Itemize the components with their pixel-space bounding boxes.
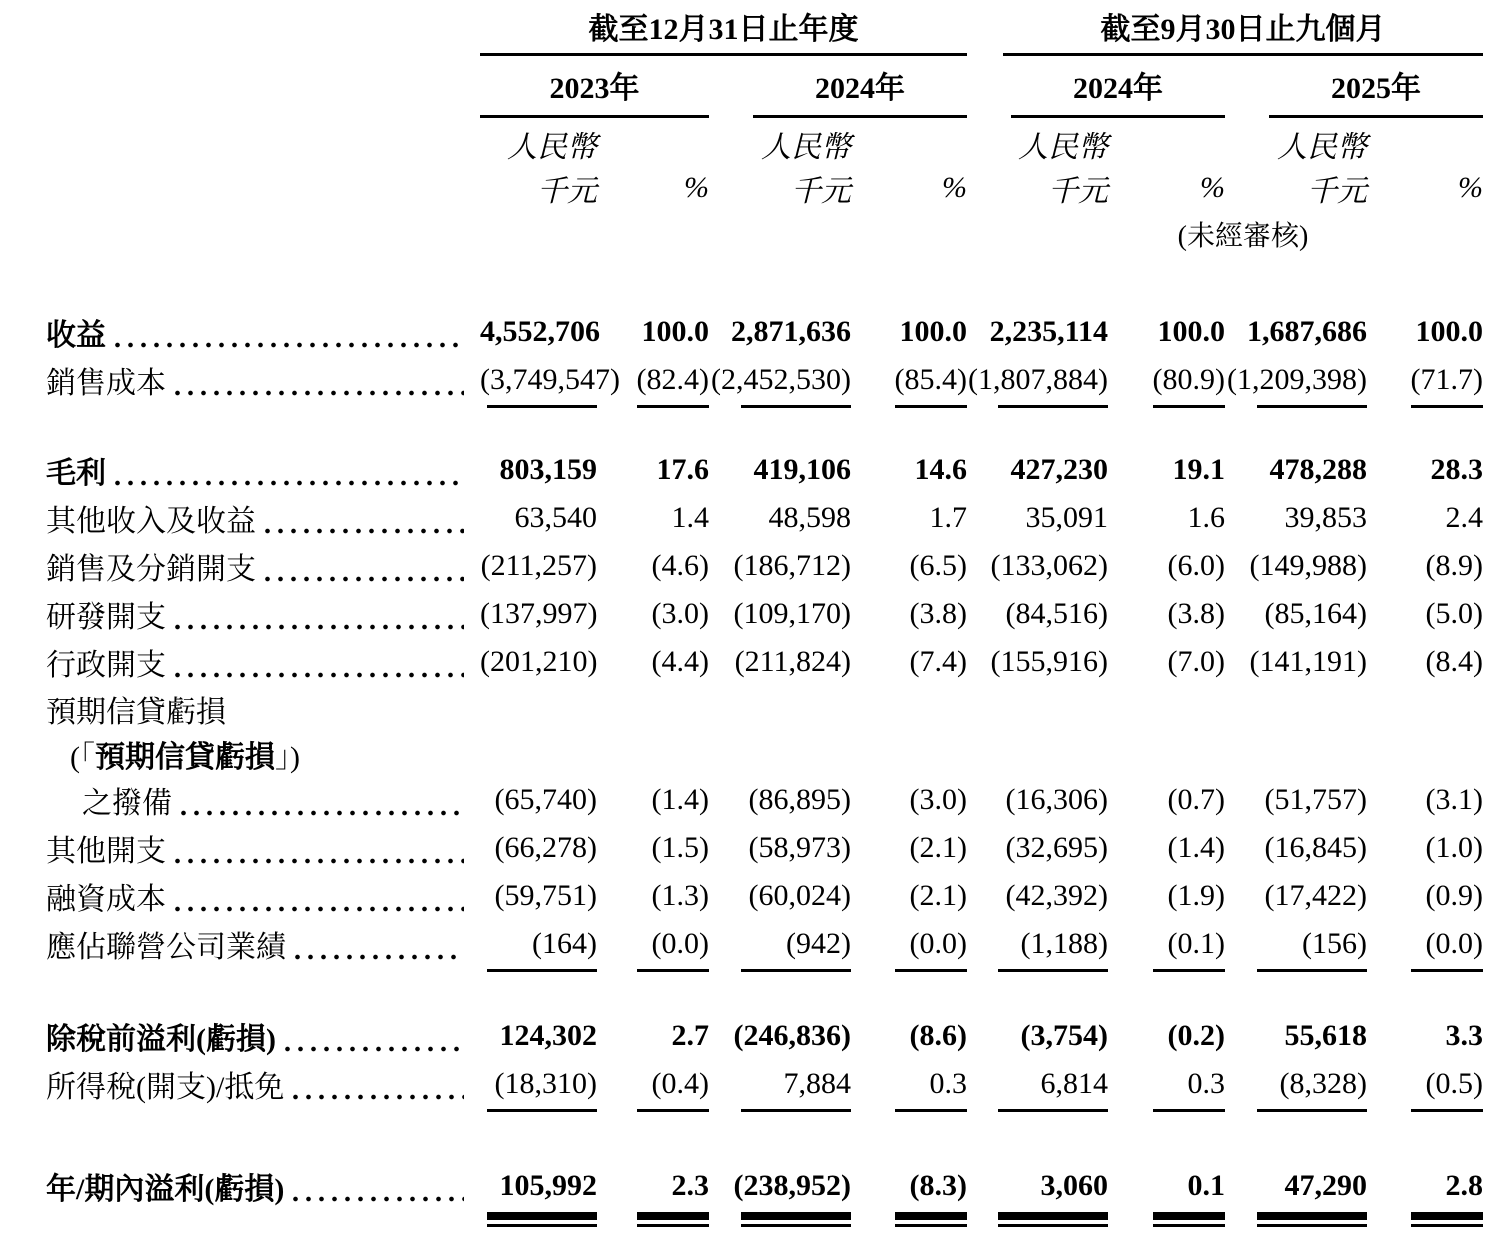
percent-label: % — [1458, 171, 1483, 204]
spacer-row — [40, 1126, 1483, 1162]
table-row — [40, 686, 1483, 731]
single-underline — [487, 1109, 597, 1112]
value-cell: (0.0) — [909, 927, 967, 960]
period-group-interim-title: 截至9月30日止九個月 — [1003, 13, 1483, 56]
value-cell: (0.4) — [651, 1067, 709, 1100]
value-cell: 14.6 — [914, 453, 967, 486]
value-cell: 100.0 — [641, 315, 709, 348]
row-label: 預期信貸虧損 — [46, 695, 226, 729]
value-cell: (71.7) — [1410, 363, 1483, 396]
single-underline — [998, 969, 1108, 972]
table-row — [40, 776, 1483, 824]
value-cell: (0.9) — [1425, 879, 1483, 912]
double-underline — [741, 1212, 851, 1227]
single-underline — [1153, 969, 1225, 972]
single-underline — [741, 1109, 851, 1112]
value-cell: (8.4) — [1425, 645, 1483, 678]
value-cell: (201,210) — [480, 645, 598, 678]
value-cell: (137,997) — [480, 597, 598, 630]
value-cell: 6,814 — [1040, 1067, 1108, 1100]
single-underline — [998, 1109, 1108, 1112]
value-cell: (164) — [532, 927, 597, 960]
value-cell: 35,091 — [1025, 501, 1108, 534]
single-underline — [1411, 969, 1483, 972]
value-cell: (211,257) — [480, 549, 597, 582]
table-row — [40, 356, 1483, 404]
row-label: (「預期信貸虧損」) — [70, 740, 300, 774]
value-cell: 47,290 — [1284, 1169, 1367, 1202]
value-cell: 2.3 — [671, 1169, 709, 1202]
value-cell: (58,973) — [748, 831, 851, 864]
value-cell: (18,310) — [494, 1067, 597, 1100]
table-row — [40, 1012, 1483, 1060]
year-2024-annual: 2024年 — [753, 63, 967, 118]
single-underline — [741, 969, 851, 972]
row-label: 融資成本 — [40, 872, 480, 920]
row-label: 年/期內溢利(虧損) — [40, 1162, 480, 1210]
value-cell: (86,895) — [748, 783, 851, 816]
row-label: 所得稅(開支)/抵免 — [40, 1060, 480, 1108]
single-underline — [895, 405, 967, 408]
value-cell: (8.3) — [909, 1169, 967, 1202]
value-cell: (7.4) — [909, 645, 967, 678]
corner-cell — [40, 10, 480, 58]
value-cell: 105,992 — [499, 1169, 597, 1202]
row-label: 除稅前溢利(虧損) — [40, 1012, 480, 1060]
dot-leader — [171, 390, 464, 396]
value-cell: (0.1) — [1167, 927, 1225, 960]
single-underline — [1257, 969, 1367, 972]
spacer-row — [40, 986, 1483, 1012]
value-cell: 419,106 — [753, 453, 851, 486]
financial-summary-table — [40, 10, 1483, 1228]
single-underline — [1153, 1109, 1225, 1112]
value-cell: (66,278) — [494, 831, 597, 864]
period-group-interim — [967, 10, 1483, 58]
single-underline — [1257, 1109, 1367, 1112]
table-row — [40, 1060, 1483, 1108]
value-cell: (942) — [786, 927, 851, 960]
currency-label: 人民幣 — [1018, 131, 1108, 164]
dot-leader — [171, 858, 464, 864]
dot-leader — [177, 810, 464, 816]
value-cell: (1.4) — [1167, 831, 1225, 864]
value-cell: (141,191) — [1249, 645, 1367, 678]
value-cell: (8,328) — [1279, 1067, 1367, 1100]
value-cell: (3.0) — [909, 783, 967, 816]
dot-leader — [291, 954, 464, 960]
dot-leader — [261, 576, 464, 582]
dot-leader — [281, 1046, 464, 1052]
value-cell: (0.0) — [1425, 927, 1483, 960]
value-cell: (246,836) — [733, 1019, 851, 1052]
dot-leader — [171, 624, 464, 630]
value-cell: 2.4 — [1445, 501, 1483, 534]
single-underline — [637, 1109, 709, 1112]
value-cell: (1.9) — [1167, 879, 1225, 912]
dot-leader — [171, 906, 464, 912]
value-cell: 3.3 — [1445, 1019, 1483, 1052]
value-cell: (65,740) — [494, 783, 597, 816]
row-label: 研發開支 — [40, 590, 480, 638]
value-cell: (2.1) — [909, 831, 967, 864]
value-cell: 2.7 — [671, 1019, 709, 1052]
subtotal-rule-row — [40, 968, 1483, 986]
value-cell: (2,452,530) — [711, 363, 851, 396]
single-underline — [1411, 1109, 1483, 1112]
value-cell: 427,230 — [1010, 453, 1108, 486]
value-cell: (211,824) — [734, 645, 851, 678]
row-label: 其他開支 — [40, 824, 480, 872]
value-cell: 803,159 — [499, 453, 597, 486]
table-row — [40, 590, 1483, 638]
value-cell: 7,884 — [783, 1067, 851, 1100]
value-cell: 55,618 — [1284, 1019, 1367, 1052]
period-group-annual-title: 截至12月31日止年度 — [480, 13, 967, 56]
table-row — [40, 308, 1483, 356]
value-cell: 2.8 — [1445, 1169, 1483, 1202]
value-cell: 100.0 — [899, 315, 967, 348]
value-cell: (85,164) — [1264, 597, 1367, 630]
currency-unit-row — [40, 122, 1483, 166]
thousand-percent-unit-row — [40, 166, 1483, 210]
row-label: 銷售成本 — [40, 356, 480, 404]
value-cell: 17.6 — [656, 453, 709, 486]
double-underline — [895, 1212, 967, 1227]
value-cell: (0.7) — [1167, 783, 1225, 816]
value-cell: (16,845) — [1264, 831, 1367, 864]
single-underline — [487, 969, 597, 972]
spacer-row — [40, 422, 1483, 446]
table-row — [40, 638, 1483, 686]
currency-label: 人民幣 — [507, 131, 597, 164]
value-cell: (16,306) — [1005, 783, 1108, 816]
value-cell: 19.1 — [1172, 453, 1225, 486]
value-cell: 63,540 — [514, 501, 597, 534]
value-cell: (133,062) — [990, 549, 1108, 582]
value-cell: (32,695) — [1005, 831, 1108, 864]
value-cell: (149,988) — [1249, 549, 1367, 582]
year-header-row — [40, 58, 1483, 122]
thousand-label: 千元 — [537, 175, 597, 208]
value-cell: 1.6 — [1187, 501, 1225, 534]
value-cell: 4,552,706 — [480, 315, 600, 348]
table-row — [40, 494, 1483, 542]
percent-label: % — [1200, 171, 1225, 204]
value-cell: (7.0) — [1167, 645, 1225, 678]
spacer-row — [40, 258, 1483, 308]
value-cell: (17,422) — [1264, 879, 1367, 912]
dot-leader — [289, 1094, 464, 1100]
value-cell: (4.4) — [651, 645, 709, 678]
value-cell: (1.3) — [651, 879, 709, 912]
dot-leader — [111, 342, 464, 348]
single-underline — [637, 969, 709, 972]
value-cell: (1,209,398) — [1227, 363, 1367, 396]
percent-label: % — [942, 171, 967, 204]
row-label: 其他收入及收益 — [40, 494, 480, 542]
year-2024-interim: 2024年 — [1011, 63, 1225, 118]
double-underline — [487, 1212, 597, 1227]
value-cell: (85.4) — [894, 363, 967, 396]
value-cell: (8.6) — [909, 1019, 967, 1052]
year-2025-interim: 2025年 — [1269, 63, 1483, 118]
value-cell: (1.4) — [651, 783, 709, 816]
subtotal-rule-row — [40, 404, 1483, 422]
value-cell: 2,871,636 — [731, 315, 851, 348]
value-cell: (3.8) — [909, 597, 967, 630]
value-cell: 2,235,114 — [989, 315, 1108, 348]
double-underline — [637, 1212, 709, 1227]
table-row — [40, 446, 1483, 494]
row-label: 應佔聯營公司業績 — [40, 920, 480, 968]
value-cell: 0.1 — [1187, 1169, 1225, 1202]
single-underline — [1153, 405, 1225, 408]
value-cell: (238,952) — [733, 1169, 851, 1202]
single-underline — [895, 1109, 967, 1112]
value-cell: 1.7 — [929, 501, 967, 534]
period-group-row — [40, 10, 1483, 58]
dot-leader — [289, 1196, 464, 1202]
value-cell: (3.0) — [651, 597, 709, 630]
value-cell: (59,751) — [494, 879, 597, 912]
value-cell: 48,598 — [768, 501, 851, 534]
value-cell: (84,516) — [1005, 597, 1108, 630]
row-label: 之撥備 — [40, 776, 480, 824]
year-2023-annual: 2023年 — [480, 63, 709, 118]
value-cell: (155,916) — [990, 645, 1108, 678]
table-row — [40, 872, 1483, 920]
table-row — [40, 542, 1483, 590]
dot-leader — [261, 528, 464, 534]
value-cell: 100.0 — [1415, 315, 1483, 348]
row-label: 毛利 — [40, 446, 480, 494]
value-cell: (3,749,547) — [480, 363, 620, 396]
value-cell: (4.6) — [651, 549, 709, 582]
row-label: 行政開支 — [40, 638, 480, 686]
value-cell: (0.0) — [651, 927, 709, 960]
thousand-label: 千元 — [1048, 175, 1108, 208]
value-cell: 100.0 — [1157, 315, 1225, 348]
row-label: 銷售及分銷開支 — [40, 542, 480, 590]
subtotal-rule-row — [40, 1108, 1483, 1126]
double-underline — [1257, 1212, 1367, 1227]
value-cell: (80.9) — [1152, 363, 1225, 396]
value-cell: 478,288 — [1269, 453, 1367, 486]
total-double-rule-row — [40, 1210, 1483, 1228]
value-cell: (3.1) — [1425, 783, 1483, 816]
value-cell: (6.5) — [909, 549, 967, 582]
value-cell: (186,712) — [733, 549, 851, 582]
value-cell: (1,188) — [1020, 927, 1108, 960]
table-row — [40, 920, 1483, 968]
percent-label: % — [684, 171, 709, 204]
currency-label: 人民幣 — [761, 131, 851, 164]
value-cell: (6.0) — [1167, 549, 1225, 582]
value-cell: 0.3 — [1187, 1067, 1225, 1100]
value-cell: 124,302 — [499, 1019, 597, 1052]
single-underline — [741, 405, 851, 408]
value-cell: (2.1) — [909, 879, 967, 912]
table-row — [40, 1162, 1483, 1210]
double-underline — [1153, 1212, 1225, 1227]
value-cell: (8.9) — [1425, 549, 1483, 582]
value-cell: (5.0) — [1425, 597, 1483, 630]
value-cell: 0.3 — [929, 1067, 967, 1100]
value-cell: (82.4) — [636, 363, 709, 396]
currency-label: 人民幣 — [1277, 131, 1367, 164]
value-cell: (60,024) — [748, 879, 851, 912]
single-underline — [637, 405, 709, 408]
double-underline — [998, 1212, 1108, 1227]
value-cell: (3.8) — [1167, 597, 1225, 630]
value-cell: (0.5) — [1425, 1067, 1483, 1100]
period-group-annual — [480, 10, 967, 58]
single-underline — [895, 969, 967, 972]
table-row — [40, 731, 1483, 776]
value-cell: (3,754) — [1020, 1019, 1108, 1052]
table-row — [40, 824, 1483, 872]
value-cell: (42,392) — [1005, 879, 1108, 912]
value-cell: (1.5) — [651, 831, 709, 864]
value-cell: (109,170) — [733, 597, 851, 630]
single-underline — [998, 405, 1108, 408]
dot-leader — [111, 480, 464, 486]
dot-leader — [171, 672, 464, 678]
row-label: 收益 — [40, 308, 480, 356]
value-cell: 3,060 — [1040, 1169, 1108, 1202]
unaudited-note: (未經審核) — [1177, 221, 1309, 252]
value-cell: (51,757) — [1264, 783, 1367, 816]
value-cell: (0.2) — [1167, 1019, 1225, 1052]
value-cell: (1.0) — [1425, 831, 1483, 864]
value-cell: 39,853 — [1284, 501, 1367, 534]
value-cell: (1,807,884) — [968, 363, 1108, 396]
value-cell: (156) — [1302, 927, 1367, 960]
thousand-label: 千元 — [791, 175, 851, 208]
value-cell: 28.3 — [1430, 453, 1483, 486]
single-underline — [1257, 405, 1367, 408]
double-underline — [1411, 1212, 1483, 1227]
value-cell: 1.4 — [671, 501, 709, 534]
thousand-label: 千元 — [1307, 175, 1367, 208]
unaudited-note-row — [40, 210, 1483, 258]
single-underline — [1411, 405, 1483, 408]
single-underline — [487, 405, 597, 408]
value-cell: 1,687,686 — [1247, 315, 1367, 348]
